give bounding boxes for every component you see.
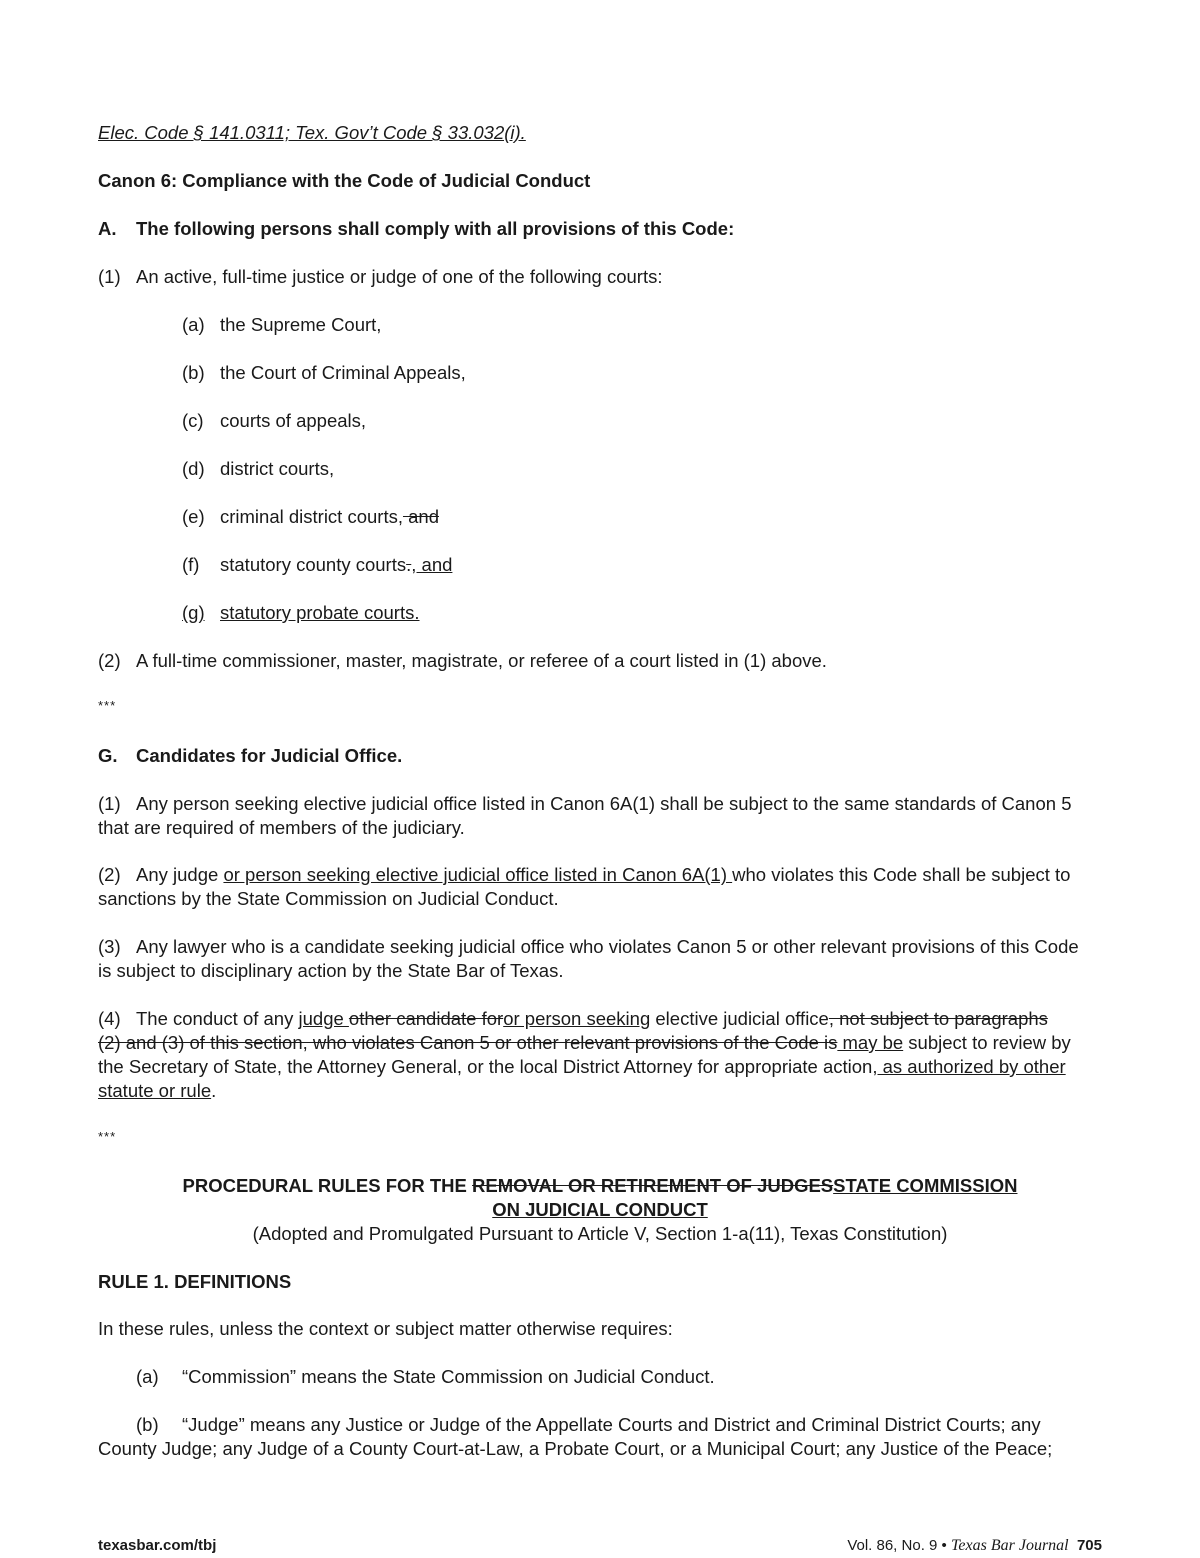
rules-subtitle: (Adopted and Promulgated Pursuant to Article V, Section 1-a(11), Texas Constitution) bbox=[252, 1223, 948, 1244]
g4-line4 bbox=[98, 1079, 216, 1103]
g4-t4: the Secretary of State, the Attorney General, or the local District Attorney for appropriate action bbox=[98, 1056, 873, 1077]
g4-t3: subject to review by bbox=[903, 1032, 1071, 1053]
court-b-label: (b) bbox=[182, 362, 205, 383]
rules-intro: In these rules, unless the context or subject matter otherwise requires: bbox=[98, 1318, 673, 1339]
rules-title-line1 bbox=[98, 1174, 1102, 1198]
court-g-label: (g) bbox=[182, 602, 205, 623]
definition-a-label: (a) bbox=[136, 1366, 159, 1387]
court-c bbox=[182, 409, 366, 433]
rule1-heading: RULE 1. DEFINITIONS bbox=[98, 1271, 292, 1292]
court-e-text: criminal district courts, bbox=[220, 506, 403, 527]
g4-label: (4) bbox=[98, 1008, 121, 1029]
item-2-text: A full-time commissioner, master, magistrate, or referee of a court listed in (1) above. bbox=[136, 650, 827, 671]
g3-line1 bbox=[98, 935, 1079, 959]
g1-line1 bbox=[98, 792, 1071, 816]
court-f bbox=[182, 553, 452, 577]
g2-label: (2) bbox=[98, 864, 121, 885]
g4-s2: , not subject to paragraphs bbox=[828, 1008, 1048, 1029]
item-1-label: (1) bbox=[98, 266, 121, 287]
g4-t5: . bbox=[211, 1080, 217, 1101]
court-f-struck-text: . bbox=[406, 554, 412, 575]
g4-u1: judge bbox=[298, 1008, 349, 1029]
court-d-text: district courts, bbox=[220, 458, 335, 479]
court-c-text: courts of appeals, bbox=[220, 410, 367, 431]
footer-bullet: • bbox=[941, 1537, 947, 1554]
footer-site-link[interactable]: texasbar.com/tbj bbox=[98, 1537, 217, 1554]
g3-line2: is subject to disciplinary action by the State Bar of Texas. bbox=[98, 960, 564, 981]
g4-t2: elective judicial office bbox=[650, 1008, 829, 1029]
g1-line2: that are required of members of the judiciary. bbox=[98, 817, 465, 838]
g4-line3 bbox=[98, 1055, 1066, 1079]
section-g-label: G. bbox=[98, 745, 118, 766]
rules-title-line2 bbox=[98, 1198, 1102, 1222]
g4-line2 bbox=[98, 1031, 1071, 1055]
court-c-label: (c) bbox=[182, 410, 204, 431]
section-a-label: A. bbox=[98, 218, 117, 239]
g3-text-1: Any lawyer who is a candidate seeking judicial office who violates Canon 5 or other relevant provisions of this Code bbox=[136, 936, 1079, 957]
g2-line1 bbox=[98, 863, 1070, 887]
court-d bbox=[182, 457, 334, 481]
rules-title-added-1: STATE COMMISSION bbox=[833, 1175, 1018, 1196]
court-b bbox=[182, 361, 466, 385]
statute-citation: Elec. Code § 141.0311; Tex. Gov’t Code § 33.032(i). bbox=[98, 122, 526, 143]
rules-title-added-2: ON JUDICIAL CONDUCT bbox=[492, 1199, 708, 1220]
section-g-text: Candidates for Judicial Office. bbox=[136, 745, 403, 766]
g4-u5: statute or rule bbox=[98, 1080, 212, 1101]
definition-a-text: “Commission” means the State Commission on Judicial Conduct. bbox=[182, 1366, 715, 1387]
court-g bbox=[182, 601, 420, 625]
section-break-stars: *** bbox=[98, 698, 117, 713]
rules-title-struck: REMOVAL OR RETIREMENT OF JUDGES bbox=[472, 1175, 834, 1196]
court-e bbox=[182, 505, 439, 529]
court-b-text: the Court of Criminal Appeals, bbox=[220, 362, 466, 383]
definition-b-line1 bbox=[136, 1413, 1041, 1437]
definition-a bbox=[136, 1365, 715, 1389]
g4-t1: The conduct of any bbox=[136, 1008, 299, 1029]
court-f-label: (f) bbox=[182, 554, 200, 575]
g2-line2: sanctions by the State Commission on Judicial Conduct. bbox=[98, 888, 559, 909]
g4-s3: (2) and (3) of this section, who violates Canon 5 or other relevant provisions of the Code is bbox=[98, 1032, 838, 1053]
court-g-text: statutory probate courts. bbox=[220, 602, 420, 623]
canon6-heading: Canon 6: Compliance with the Code of Judicial Conduct bbox=[98, 170, 591, 191]
item-2-label: (2) bbox=[98, 650, 121, 671]
section-a-heading bbox=[98, 217, 734, 241]
section-g-heading bbox=[98, 744, 402, 768]
court-e-struck-text: and bbox=[402, 506, 439, 527]
footer-volume: Vol. 86, No. 9 bbox=[847, 1537, 938, 1554]
court-f-text: statutory county courts bbox=[220, 554, 407, 575]
section-break-stars-2: *** bbox=[98, 1129, 117, 1144]
g1-label: (1) bbox=[98, 793, 121, 814]
g4-u2: or person seeking bbox=[503, 1008, 651, 1029]
definition-b-text-1: “Judge” means any Justice or Judge of the Appellate Courts and District and Criminal District Courts; any bbox=[182, 1414, 1041, 1435]
footer-page-number: 705 bbox=[1076, 1537, 1102, 1554]
g2-pre: Any judge bbox=[136, 864, 224, 885]
g2-added: or person seeking elective judicial office listed in Canon 6A(1) bbox=[223, 864, 733, 885]
section-a-text: The following persons shall comply with all provisions of this Code: bbox=[136, 218, 735, 239]
item-2 bbox=[98, 649, 827, 673]
court-a-label: (a) bbox=[182, 314, 205, 335]
definition-b-label: (b) bbox=[136, 1414, 159, 1435]
g4-line1 bbox=[98, 1007, 1048, 1031]
item-1-text: An active, full-time justice or judge of one of the following courts: bbox=[136, 266, 663, 287]
footer-journal-name: Texas Bar Journal bbox=[950, 1537, 1069, 1554]
g3-label: (3) bbox=[98, 936, 121, 957]
court-d-label: (d) bbox=[182, 458, 205, 479]
rules-title-pre: PROCEDURAL RULES FOR THE bbox=[182, 1175, 473, 1196]
g1-text-1: Any person seeking elective judicial office listed in Canon 6A(1) shall be subject to the same standards of Canon 5 bbox=[136, 793, 1072, 814]
court-a-text: the Supreme Court, bbox=[220, 314, 382, 335]
document-page bbox=[98, 0, 1102, 1558]
court-e-label: (e) bbox=[182, 506, 205, 527]
court-f-added-text: , and bbox=[411, 554, 453, 575]
g2-post: who violates this Code shall be subject to bbox=[732, 864, 1071, 885]
definition-b-line2: County Judge; any Judge of a County Court-at-Law, a Probate Court, or a Municipal Court; any Justice of the Peace; bbox=[98, 1438, 1053, 1459]
footer-issue-info bbox=[847, 1536, 1102, 1556]
court-a bbox=[182, 313, 381, 337]
g4-u3: may be bbox=[837, 1032, 904, 1053]
g4-u4: , as authorized by other bbox=[872, 1056, 1066, 1077]
item-1 bbox=[98, 265, 663, 289]
g4-s1: other candidate for bbox=[348, 1008, 504, 1029]
